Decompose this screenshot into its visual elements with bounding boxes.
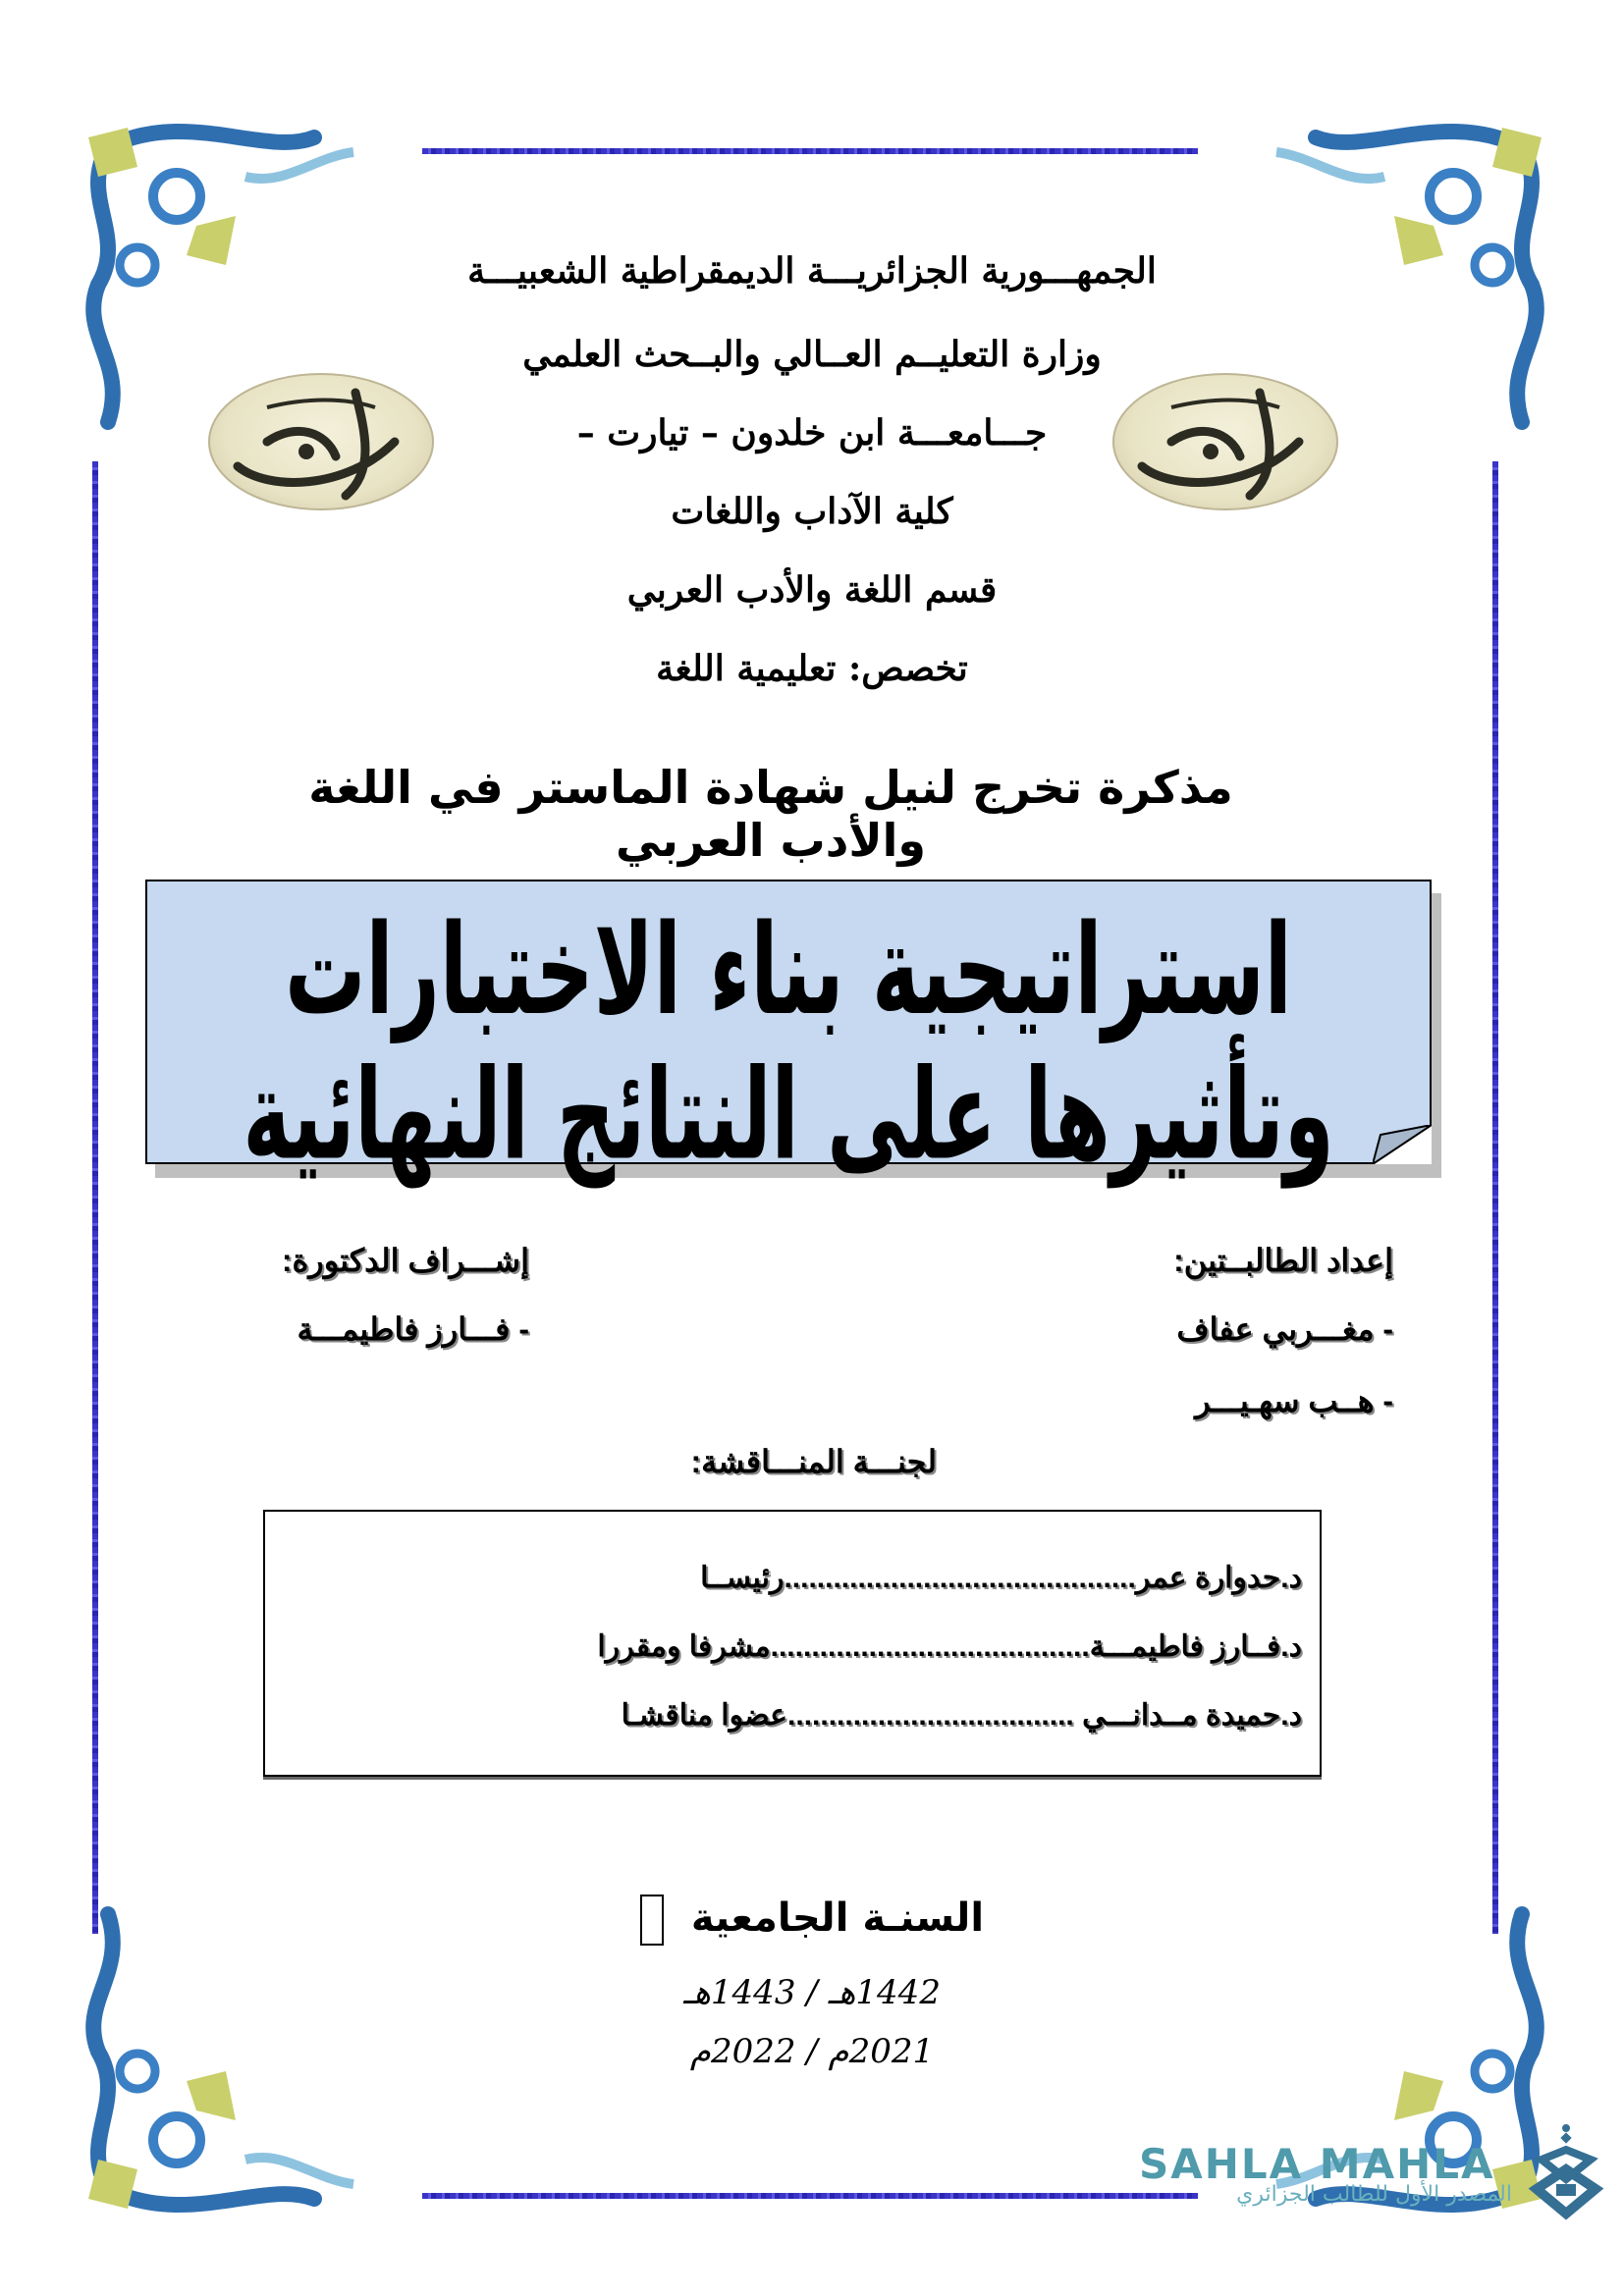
member-dots: ....................................... — [770, 1630, 1090, 1663]
university-seal-left — [208, 373, 434, 510]
country-name: الجمهـــورية الجزائريـــة الديمقراطية الشعبيـــة — [467, 250, 1157, 292]
member-name: د.فــارز فاطيمـــة — [1089, 1630, 1302, 1663]
committee-member-row — [622, 1698, 1302, 1733]
supervisor-label: إشـــراف الدكتورة: — [281, 1243, 529, 1278]
member-role: عضوا مناقشـا — [621, 1699, 788, 1732]
student-name-1: - مغـــربي عفاف — [1176, 1311, 1393, 1347]
committee-member-row — [597, 1629, 1302, 1664]
student-name-2: - هــب سهـيـــر — [1195, 1383, 1393, 1418]
thesis-subtitle: مذكرة تخرج لنيل شهادة الماستر في اللغة والأدب العربي — [308, 761, 1233, 867]
university-name: جـــامعـــة ابن خلدون – تيارت – — [576, 412, 1048, 454]
top-border-line — [422, 148, 1198, 154]
member-role: مشرفا ومقررا — [597, 1630, 771, 1663]
sahla-mahla-logo-icon — [1527, 2120, 1605, 2228]
title-box — [145, 880, 1432, 1189]
specialty-name: تخصص: تعليمية اللغة — [656, 648, 968, 689]
thesis-title: استراتيجية بناء الاختبارات وتأثيرها على النتائج النهائية — [243, 898, 1334, 1189]
member-dots: ........................................... — [784, 1562, 1136, 1594]
supervisor-name: - فـــارز فاطيمـــة — [297, 1311, 529, 1347]
watermark — [1139, 2140, 1532, 2207]
committee-member-row — [700, 1561, 1302, 1595]
gregorian-year: 2021م / 2022م — [689, 2032, 935, 2071]
ministry-name: وزارة التعليــم العــالي والبــحث العلمي — [522, 334, 1102, 375]
member-role: رئيســا — [700, 1562, 785, 1594]
page-curl-icon — [1373, 1125, 1432, 1164]
bottom-border-line — [422, 2193, 1198, 2199]
faculty-name: كلية الآداب واللغات — [671, 491, 953, 532]
seal-calligraphy-icon — [1112, 373, 1338, 510]
watermark-brand: SAHLA MAHLA — [1139, 2140, 1495, 2188]
member-name: د.حميدة مــدانـــي — [1082, 1699, 1302, 1732]
committee-box — [263, 1510, 1322, 1777]
seal-calligraphy-icon — [208, 373, 434, 510]
department-name: قسم اللغة والأدب العربي — [626, 569, 998, 611]
watermark-tagline: المصدر الأول للطالب الجزائري — [1236, 2182, 1512, 2207]
member-dots: ................................... — [787, 1699, 1083, 1732]
university-seal-right — [1112, 373, 1338, 510]
member-name: د.حدوارة عمر — [1135, 1562, 1302, 1594]
committee-label: لجنـــة المنـــاقشة: — [690, 1444, 937, 1479]
academic-year-label — [0, 1895, 1624, 1946]
hijri-year: 1442هـ / 1443هـ — [683, 1973, 941, 2012]
missing-glyph-box-icon — [640, 1895, 664, 1946]
students-label: إعداد الطالبــتين: — [1173, 1243, 1393, 1278]
academic-year-text: السنـة الجامعية — [690, 1896, 985, 1941]
